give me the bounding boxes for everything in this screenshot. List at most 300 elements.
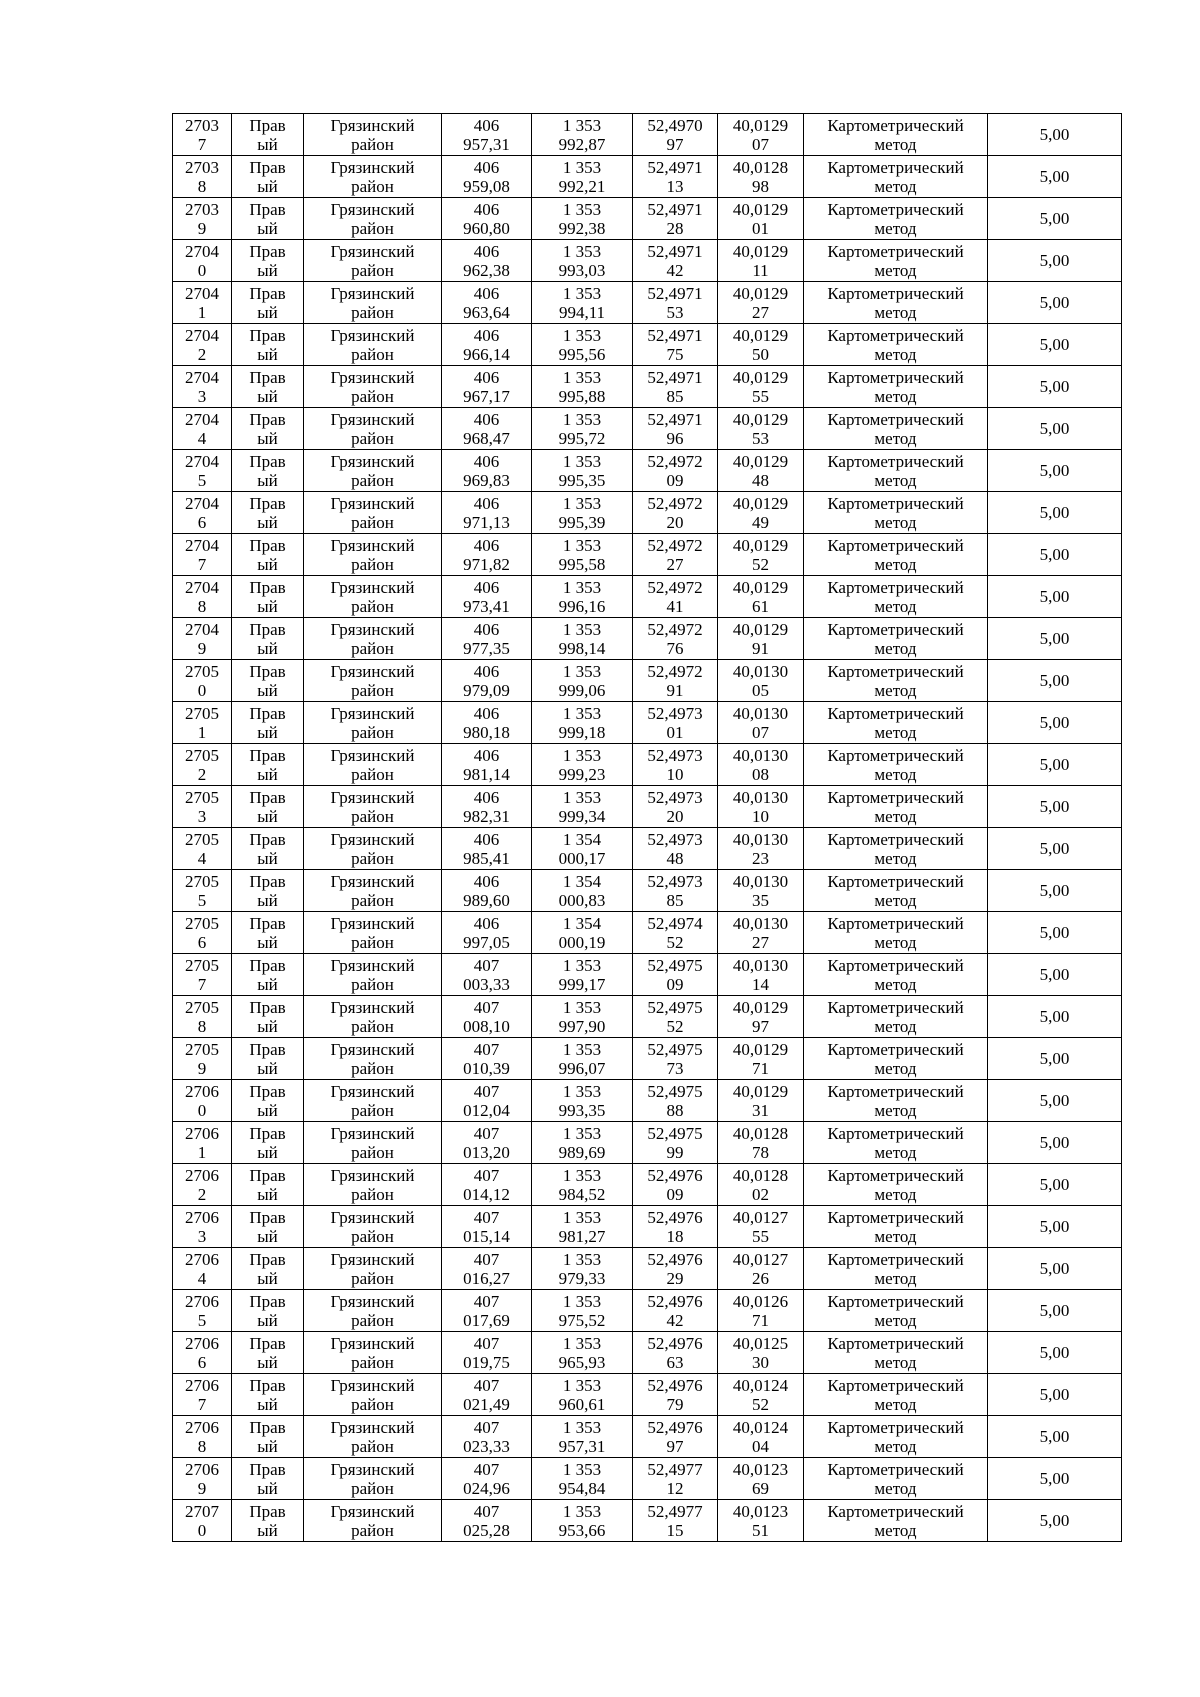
coord-x-cell-line: 406 xyxy=(473,745,500,765)
coord-y-cell-line: 1 353 xyxy=(562,325,602,345)
coord-y-cell xyxy=(532,702,633,744)
table-row xyxy=(173,282,1122,324)
longitude-cell xyxy=(718,534,804,576)
coord-y-cell-line: 979,33 xyxy=(558,1268,606,1288)
longitude-cell xyxy=(718,1248,804,1290)
longitude-cell-line: 05 xyxy=(752,680,769,700)
latitude-cell-line: 52,4975 xyxy=(647,955,703,975)
longitude-cell xyxy=(718,870,804,912)
latitude-cell xyxy=(633,1206,718,1248)
district-cell-line: район xyxy=(351,260,394,280)
latitude-cell-line: 52,4973 xyxy=(647,871,703,891)
point-number-cell-line: 7 xyxy=(197,1394,207,1414)
side-cell-line: Прав xyxy=(249,409,286,429)
point-number-cell-line: 2703 xyxy=(185,115,219,135)
longitude-cell-line: 55 xyxy=(752,1226,769,1246)
coord-y-cell-line: 1 353 xyxy=(562,535,602,555)
accuracy-cell: 5,00 xyxy=(988,198,1122,240)
side-cell-line: Прав xyxy=(249,997,286,1017)
table-row xyxy=(173,1290,1122,1332)
method-cell-line: Картометрический xyxy=(827,787,964,807)
longitude-cell-line: 52 xyxy=(752,1394,769,1414)
accuracy-cell: 5,00 xyxy=(988,786,1122,828)
side-cell xyxy=(232,1164,304,1206)
coord-y-cell xyxy=(532,1416,633,1458)
side-cell-line: ый xyxy=(257,1268,278,1288)
point-number-cell-line: 9 xyxy=(197,1058,207,1078)
latitude-cell xyxy=(633,1290,718,1332)
point-number-cell-line: 2705 xyxy=(185,703,219,723)
method-cell-line: метод xyxy=(874,218,917,238)
latitude-cell-line: 20 xyxy=(666,512,684,532)
method-cell-line: метод xyxy=(874,1100,917,1120)
longitude-cell-line: 40,0129 xyxy=(732,1039,789,1059)
district-cell-line: район xyxy=(351,1478,394,1498)
side-cell-line: Прав xyxy=(249,1165,286,1185)
latitude-cell-line: 13 xyxy=(666,176,684,196)
method-cell xyxy=(804,1164,988,1206)
side-cell xyxy=(232,996,304,1038)
latitude-cell xyxy=(633,1080,718,1122)
point-number-cell-line: 0 xyxy=(197,260,207,280)
longitude-cell-line: 40,0123 xyxy=(732,1459,789,1479)
district-cell-line: район xyxy=(351,218,394,238)
coord-x-cell-line: 407 xyxy=(473,1081,500,1101)
latitude-cell xyxy=(633,1038,718,1080)
longitude-cell-line: 40,0130 xyxy=(732,745,789,765)
coord-x-cell-line: 407 xyxy=(473,1249,500,1269)
method-cell-line: метод xyxy=(874,764,917,784)
side-cell-line: Прав xyxy=(249,1291,286,1311)
coord-x-cell-line: 003,33 xyxy=(463,974,510,994)
longitude-cell-line: 48 xyxy=(752,470,769,490)
latitude-cell-line: 52,4973 xyxy=(647,829,703,849)
side-cell-line: ый xyxy=(257,1352,278,1372)
side-cell xyxy=(232,408,304,450)
latitude-cell xyxy=(633,870,718,912)
coord-y-cell-line: 960,61 xyxy=(558,1394,606,1414)
accuracy-cell: 5,00 xyxy=(988,702,1122,744)
method-cell-line: Картометрический xyxy=(827,409,964,429)
table-row xyxy=(173,240,1122,282)
point-number-cell xyxy=(173,1374,232,1416)
latitude-cell xyxy=(633,660,718,702)
coord-x-cell-line: 981,14 xyxy=(463,764,510,784)
coord-x-cell xyxy=(442,1038,532,1080)
point-number-cell xyxy=(173,1500,232,1542)
point-number-cell xyxy=(173,1206,232,1248)
district-cell-line: Грязинский xyxy=(330,157,415,177)
coord-x-cell-line: 023,33 xyxy=(463,1436,510,1456)
district-cell-line: Грязинский xyxy=(330,283,415,303)
coord-y-cell-line: 957,31 xyxy=(558,1436,606,1456)
side-cell xyxy=(232,870,304,912)
district-cell xyxy=(304,1038,442,1080)
longitude-cell xyxy=(718,282,804,324)
coord-x-cell-line: 962,38 xyxy=(463,260,510,280)
coord-y-cell-line: 1 354 xyxy=(562,913,602,933)
longitude-cell-line: 30 xyxy=(752,1352,769,1372)
side-cell xyxy=(232,786,304,828)
side-cell-line: ый xyxy=(257,932,278,952)
district-cell xyxy=(304,534,442,576)
coord-y-cell xyxy=(532,282,633,324)
latitude-cell-line: 52,4976 xyxy=(647,1333,703,1353)
district-cell-line: Грязинский xyxy=(330,913,415,933)
latitude-cell xyxy=(633,114,718,156)
side-cell-line: Прав xyxy=(249,283,286,303)
accuracy-cell: 5,00 xyxy=(988,408,1122,450)
point-number-cell-line: 2703 xyxy=(185,157,219,177)
method-cell-line: Картометрический xyxy=(827,325,964,345)
coord-x-cell-line: 407 xyxy=(473,1375,500,1395)
side-cell-line: ый xyxy=(257,722,278,742)
point-number-cell-line: 5 xyxy=(197,1310,207,1330)
coord-y-cell-line: 1 353 xyxy=(562,283,602,303)
coord-y-cell-line: 995,88 xyxy=(558,386,606,406)
coord-x-cell-line: 969,83 xyxy=(463,470,510,490)
method-cell xyxy=(804,912,988,954)
method-cell xyxy=(804,1290,988,1332)
method-cell-line: метод xyxy=(874,1478,917,1498)
point-number-cell xyxy=(173,1080,232,1122)
coord-y-cell-line: 1 353 xyxy=(562,1165,602,1185)
method-cell-line: метод xyxy=(874,1058,917,1078)
side-cell-line: ый xyxy=(257,344,278,364)
point-number-cell-line: 1 xyxy=(197,722,207,742)
coord-y-cell-line: 1 353 xyxy=(562,115,602,135)
longitude-cell-line: 40,0127 xyxy=(732,1249,789,1269)
coord-x-cell-line: 406 xyxy=(473,577,500,597)
side-cell xyxy=(232,282,304,324)
longitude-cell-line: 40,0129 xyxy=(732,325,789,345)
longitude-cell-line: 40,0128 xyxy=(732,1123,789,1143)
method-cell xyxy=(804,618,988,660)
district-cell xyxy=(304,660,442,702)
accuracy-cell: 5,00 xyxy=(988,1248,1122,1290)
point-number-cell-line: 2705 xyxy=(185,955,219,975)
point-number-cell-line: 2706 xyxy=(185,1123,219,1143)
coord-x-cell-line: 406 xyxy=(473,535,500,555)
district-cell-line: Грязинский xyxy=(330,409,415,429)
coord-x-cell xyxy=(442,702,532,744)
method-cell-line: метод xyxy=(874,1016,917,1036)
coord-y-cell xyxy=(532,534,633,576)
method-cell xyxy=(804,1038,988,1080)
latitude-cell xyxy=(633,198,718,240)
latitude-cell xyxy=(633,576,718,618)
district-cell-line: район xyxy=(351,890,394,910)
coord-x-cell xyxy=(442,618,532,660)
longitude-cell xyxy=(718,1290,804,1332)
latitude-cell xyxy=(633,744,718,786)
point-number-cell xyxy=(173,534,232,576)
longitude-cell xyxy=(718,1080,804,1122)
accuracy-cell: 5,00 xyxy=(988,240,1122,282)
side-cell-line: ый xyxy=(257,134,278,154)
district-cell-line: район xyxy=(351,848,394,868)
district-cell-line: район xyxy=(351,1352,394,1372)
method-cell-line: метод xyxy=(874,806,917,826)
coord-y-cell-line: 1 353 xyxy=(562,199,602,219)
latitude-cell-line: 10 xyxy=(666,764,684,784)
coord-y-cell-line: 1 353 xyxy=(562,1081,602,1101)
coord-x-cell-line: 407 xyxy=(473,1039,500,1059)
side-cell-line: ый xyxy=(257,1142,278,1162)
point-number-cell xyxy=(173,744,232,786)
district-cell-line: район xyxy=(351,1016,394,1036)
point-number-cell-line: 2705 xyxy=(185,871,219,891)
coord-y-cell-line: 999,34 xyxy=(558,806,606,826)
latitude-cell-line: 20 xyxy=(666,806,684,826)
coord-x-cell xyxy=(442,996,532,1038)
coord-y-cell-line: 1 353 xyxy=(562,619,602,639)
point-number-cell-line: 7 xyxy=(197,554,207,574)
point-number-cell xyxy=(173,870,232,912)
side-cell-line: ый xyxy=(257,848,278,868)
table-row xyxy=(173,408,1122,450)
method-cell-line: метод xyxy=(874,1184,917,1204)
point-number-cell xyxy=(173,408,232,450)
longitude-cell-line: 40,0129 xyxy=(732,409,789,429)
longitude-cell-line: 71 xyxy=(752,1310,769,1330)
coord-x-cell xyxy=(442,912,532,954)
coord-x-cell-line: 985,41 xyxy=(463,848,510,868)
coord-x-cell-line: 012,04 xyxy=(463,1100,510,1120)
method-cell xyxy=(804,1374,988,1416)
side-cell-line: Прав xyxy=(249,157,286,177)
point-number-cell-line: 1 xyxy=(197,302,207,322)
point-number-cell-line: 2705 xyxy=(185,913,219,933)
method-cell xyxy=(804,114,988,156)
latitude-cell-line: 52,4971 xyxy=(647,157,703,177)
coord-y-cell xyxy=(532,954,633,996)
longitude-cell-line: 40,0125 xyxy=(732,1333,789,1353)
latitude-cell-line: 52,4972 xyxy=(647,577,703,597)
side-cell-line: ый xyxy=(257,1058,278,1078)
coord-x-cell-line: 406 xyxy=(473,409,500,429)
longitude-cell xyxy=(718,1206,804,1248)
district-cell-line: Грязинский xyxy=(330,325,415,345)
district-cell-line: Грязинский xyxy=(330,241,415,261)
method-cell-line: Картометрический xyxy=(827,1123,964,1143)
point-number-cell xyxy=(173,1290,232,1332)
latitude-cell-line: 52,4976 xyxy=(647,1207,703,1227)
side-cell xyxy=(232,114,304,156)
latitude-cell-line: 75 xyxy=(666,344,684,364)
coord-y-cell-line: 981,27 xyxy=(558,1226,606,1246)
method-cell xyxy=(804,240,988,282)
point-number-cell-line: 8 xyxy=(197,596,207,616)
longitude-cell-line: 40,0130 xyxy=(732,871,789,891)
point-number-cell xyxy=(173,1038,232,1080)
accuracy-cell: 5,00 xyxy=(988,912,1122,954)
point-number-cell-line: 2706 xyxy=(185,1207,219,1227)
district-cell-line: Грязинский xyxy=(330,619,415,639)
coord-y-cell xyxy=(532,1290,633,1332)
latitude-cell-line: 42 xyxy=(666,260,684,280)
point-number-cell-line: 7 xyxy=(197,974,207,994)
district-cell xyxy=(304,996,442,1038)
point-number-cell-line: 0 xyxy=(197,1520,207,1540)
side-cell xyxy=(232,1038,304,1080)
district-cell-line: Грязинский xyxy=(330,1459,415,1479)
latitude-cell-line: 27 xyxy=(666,554,684,574)
coord-x-cell-line: 015,14 xyxy=(463,1226,510,1246)
latitude-cell-line: 09 xyxy=(666,1184,684,1204)
latitude-cell-line: 52,4972 xyxy=(647,535,703,555)
method-cell-line: метод xyxy=(874,302,917,322)
district-cell-line: Грязинский xyxy=(330,1081,415,1101)
point-number-cell-line: 4 xyxy=(197,1268,207,1288)
method-cell-line: Картометрический xyxy=(827,1207,964,1227)
coord-x-cell-line: 406 xyxy=(473,157,500,177)
point-number-cell-line: 8 xyxy=(197,1016,207,1036)
accuracy-cell: 5,00 xyxy=(988,114,1122,156)
point-number-cell-line: 6 xyxy=(197,932,207,952)
point-number-cell-line: 9 xyxy=(197,1478,207,1498)
point-number-cell-line: 1 xyxy=(197,1142,207,1162)
coord-y-cell xyxy=(532,1458,633,1500)
longitude-cell xyxy=(718,324,804,366)
method-cell-line: метод xyxy=(874,974,917,994)
point-number-cell xyxy=(173,1332,232,1374)
longitude-cell-line: 40,0130 xyxy=(732,913,789,933)
longitude-cell xyxy=(718,576,804,618)
method-cell-line: метод xyxy=(874,1352,917,1372)
coord-y-cell-line: 999,17 xyxy=(558,974,606,994)
longitude-cell xyxy=(718,744,804,786)
table-row xyxy=(173,828,1122,870)
coord-y-cell-line: 1 353 xyxy=(562,1249,602,1269)
district-cell-line: район xyxy=(351,1142,394,1162)
table-row xyxy=(173,1122,1122,1164)
latitude-cell-line: 52,4977 xyxy=(647,1459,703,1479)
coord-x-cell xyxy=(442,1248,532,1290)
point-number-cell-line: 4 xyxy=(197,848,207,868)
side-cell xyxy=(232,1416,304,1458)
side-cell xyxy=(232,1080,304,1122)
coord-y-cell-line: 996,16 xyxy=(558,596,606,616)
point-number-cell-line: 3 xyxy=(197,1226,207,1246)
point-number-cell-line: 2706 xyxy=(185,1165,219,1185)
method-cell-line: метод xyxy=(874,638,917,658)
coord-x-cell-line: 406 xyxy=(473,283,500,303)
coord-y-cell-line: 1 353 xyxy=(562,661,602,681)
district-cell-line: район xyxy=(351,1520,394,1540)
table-row xyxy=(173,1206,1122,1248)
side-cell xyxy=(232,534,304,576)
side-cell xyxy=(232,828,304,870)
table-row xyxy=(173,1374,1122,1416)
point-number-cell-line: 2706 xyxy=(185,1333,219,1353)
district-cell-line: Грязинский xyxy=(330,577,415,597)
accuracy-cell: 5,00 xyxy=(988,1290,1122,1332)
table-row xyxy=(173,1164,1122,1206)
coord-y-cell xyxy=(532,1374,633,1416)
latitude-cell-line: 52,4975 xyxy=(647,1039,703,1059)
table-row xyxy=(173,576,1122,618)
point-number-cell xyxy=(173,660,232,702)
district-cell-line: Грязинский xyxy=(330,367,415,387)
district-cell xyxy=(304,828,442,870)
side-cell xyxy=(232,1122,304,1164)
side-cell-line: Прав xyxy=(249,451,286,471)
point-number-cell xyxy=(173,1416,232,1458)
point-number-cell-line: 2704 xyxy=(185,451,219,471)
method-cell xyxy=(804,366,988,408)
point-number-cell-line: 2704 xyxy=(185,283,219,303)
side-cell xyxy=(232,492,304,534)
method-cell-line: Картометрический xyxy=(827,451,964,471)
longitude-cell-line: 40,0130 xyxy=(732,661,789,681)
latitude-cell xyxy=(633,1416,718,1458)
district-cell-line: Грязинский xyxy=(330,1501,415,1521)
side-cell-line: Прав xyxy=(249,1039,286,1059)
method-cell-line: метод xyxy=(874,932,917,952)
method-cell xyxy=(804,1458,988,1500)
coord-x-cell-line: 021,49 xyxy=(463,1394,510,1414)
side-cell xyxy=(232,576,304,618)
side-cell xyxy=(232,1332,304,1374)
coord-x-cell-line: 971,82 xyxy=(463,554,510,574)
side-cell xyxy=(232,702,304,744)
coord-y-cell-line: 965,93 xyxy=(558,1352,606,1372)
coord-y-cell xyxy=(532,450,633,492)
coord-x-cell-line: 989,60 xyxy=(463,890,510,910)
method-cell-line: Картометрический xyxy=(827,1375,964,1395)
longitude-cell xyxy=(718,828,804,870)
method-cell xyxy=(804,870,988,912)
latitude-cell-line: 52,4973 xyxy=(647,745,703,765)
district-cell-line: Грязинский xyxy=(330,199,415,219)
method-cell-line: Картометрический xyxy=(827,1291,964,1311)
accuracy-cell: 5,00 xyxy=(988,492,1122,534)
coord-x-cell xyxy=(442,198,532,240)
side-cell-line: ый xyxy=(257,1184,278,1204)
longitude-cell-line: 01 xyxy=(752,218,769,238)
method-cell-line: Картометрический xyxy=(827,1165,964,1185)
district-cell-line: район xyxy=(351,1268,394,1288)
coord-x-cell-line: 959,08 xyxy=(463,176,510,196)
longitude-cell-line: 40,0129 xyxy=(732,1081,789,1101)
district-cell xyxy=(304,408,442,450)
point-number-cell xyxy=(173,198,232,240)
longitude-cell-line: 40,0129 xyxy=(732,997,789,1017)
coord-x-cell xyxy=(442,1458,532,1500)
coord-y-cell-line: 954,84 xyxy=(558,1478,606,1498)
coord-y-cell xyxy=(532,1332,633,1374)
accuracy-cell: 5,00 xyxy=(988,366,1122,408)
longitude-cell-line: 40,0129 xyxy=(732,619,789,639)
side-cell-line: Прав xyxy=(249,1207,286,1227)
latitude-cell-line: 97 xyxy=(666,1436,684,1456)
side-cell xyxy=(232,744,304,786)
coord-x-cell-line: 977,35 xyxy=(463,638,510,658)
method-cell-line: Картометрический xyxy=(827,997,964,1017)
longitude-cell-line: 40,0127 xyxy=(732,1207,789,1227)
side-cell xyxy=(232,240,304,282)
latitude-cell-line: 88 xyxy=(666,1100,684,1120)
latitude-cell xyxy=(633,1458,718,1500)
accuracy-cell: 5,00 xyxy=(988,156,1122,198)
point-number-cell-line: 9 xyxy=(197,638,207,658)
coord-x-cell xyxy=(442,282,532,324)
method-cell xyxy=(804,786,988,828)
coord-x-cell xyxy=(442,408,532,450)
coord-y-cell-line: 000,83 xyxy=(558,890,606,910)
side-cell-line: Прав xyxy=(249,1459,286,1479)
